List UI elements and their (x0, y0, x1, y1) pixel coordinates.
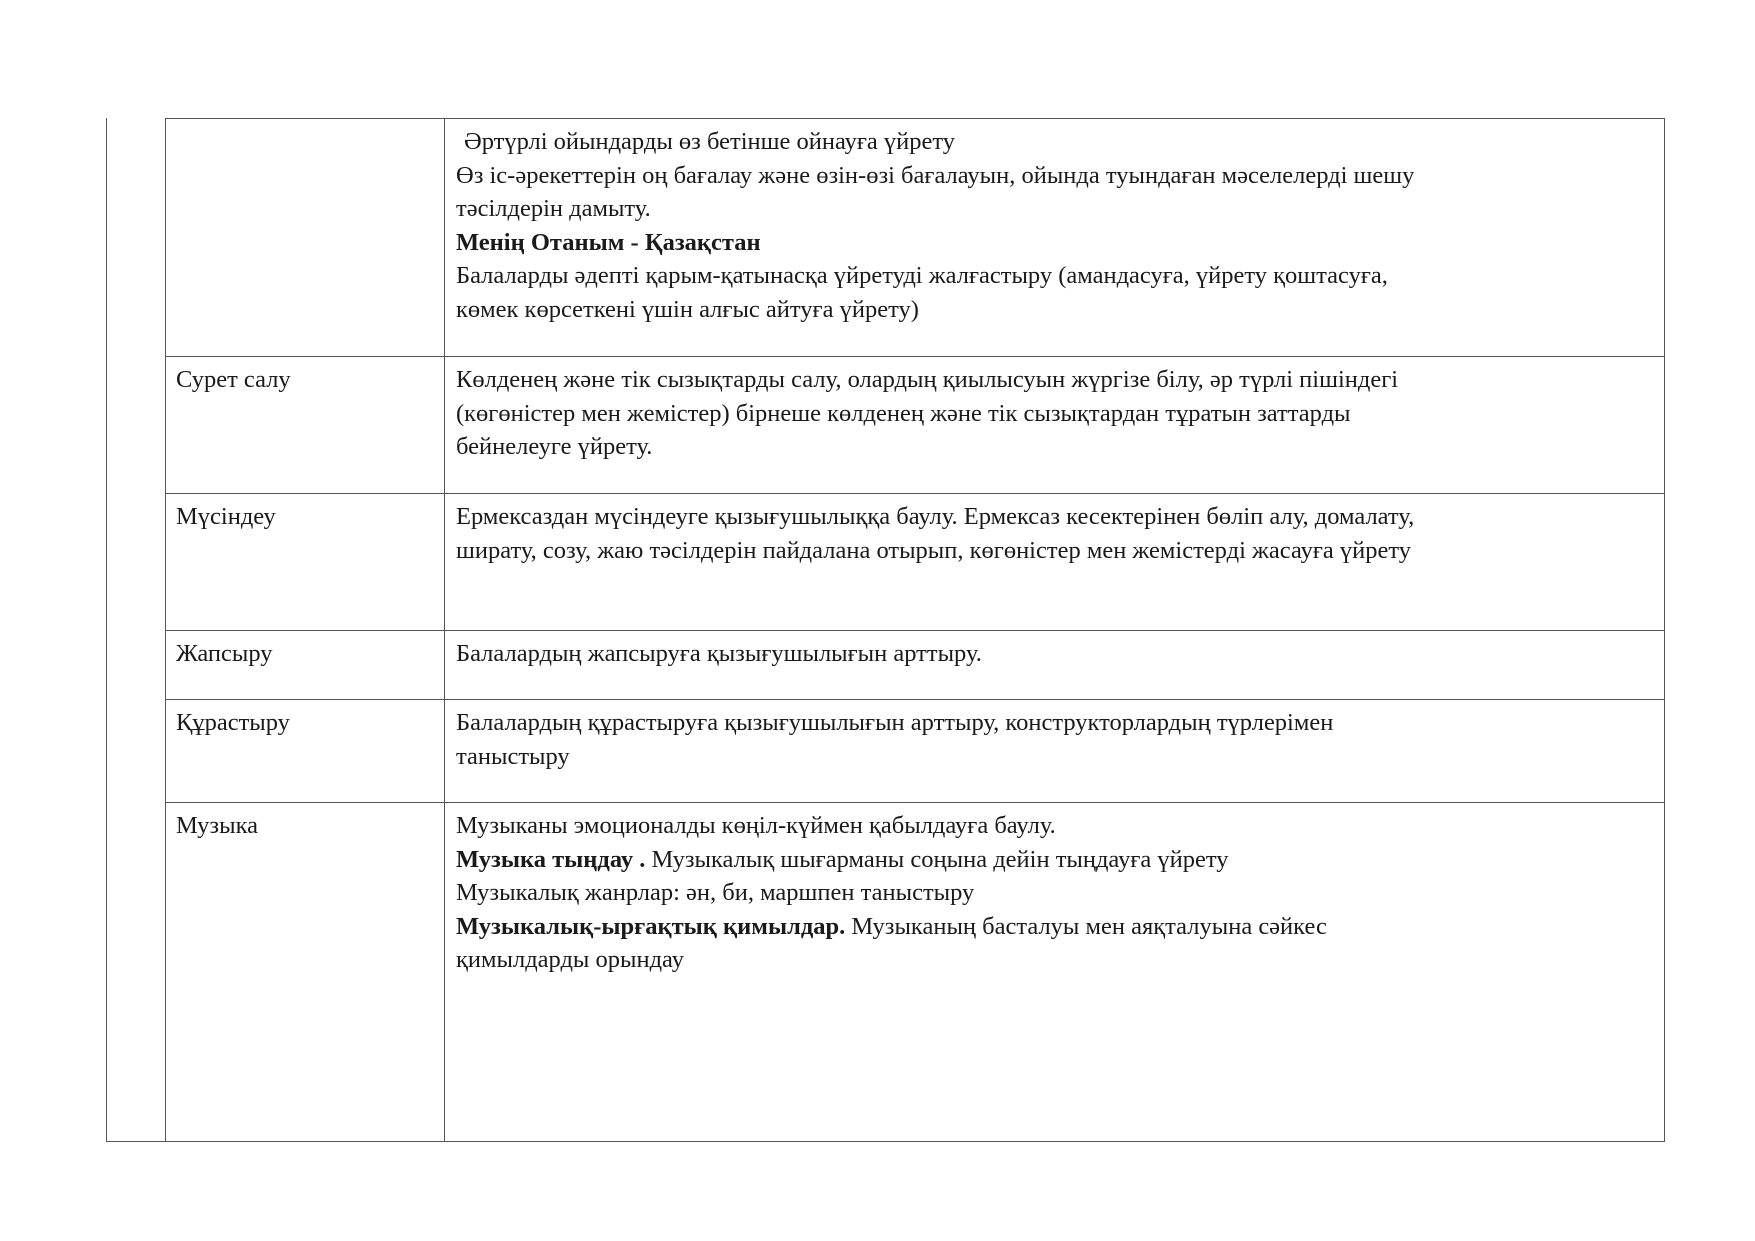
section-heading: Музыкалық-ырғақтық қимылдар. (456, 912, 846, 940)
content-line: Өз іс-әрекеттерін оң бағалау және өзін-өзі бағалауын, ойында туындаған мәселелерді шешу (456, 161, 1415, 189)
table-row (166, 119, 1665, 357)
content-cell (445, 631, 1665, 700)
subject-label: Сурет салу (176, 366, 291, 393)
content-line: Ермексаздан мүсіндеуге қызығушылыққа баулу. Ермексаз кесектерінен бөліп алу, домалату, (456, 503, 1415, 530)
subject-label: Мүсіндеу (176, 503, 276, 530)
subject-label: Жапсыру (176, 640, 273, 667)
content-line: Музыкалық жанрлар: ән, би, маршпен таныстыру (456, 879, 975, 906)
content-line: Көлденең және тік сызықтарды салу, олардың қиылысуын жүргізе білу, әр түрлі пішіндегі (456, 366, 1399, 393)
subject-cell (166, 357, 445, 494)
table-row (166, 700, 1665, 803)
table-row (166, 803, 1665, 1142)
section-heading: Музыка тыңдау . (456, 845, 646, 873)
content-line: (көгөністер мен жемістер) бірнеше көлденең және тік сызықтардан тұратын заттарды (456, 399, 1351, 427)
content-line: бейнелеуге үйрету. (456, 433, 653, 460)
subject-cell (166, 803, 445, 1142)
content-text: Музыкалық шығарманы соңына дейін тыңдауға үйрету (645, 845, 1229, 873)
content-text: Музыканың басталуы мен аяқталуына сәйкес (845, 912, 1327, 940)
content-line: Балалардың құрастыруға қызығушылығын арттыру, конструкторлардың түрлерімен (456, 709, 1334, 736)
content-line (456, 910, 1654, 944)
subject-cell (166, 631, 445, 700)
content-cell (445, 357, 1665, 494)
subject-label: Музыка (176, 812, 258, 839)
content-cell (445, 803, 1665, 1142)
content-cell (445, 700, 1665, 803)
content-line: Балалардың жапсыруға қызығушылығын арттыру. (456, 640, 982, 667)
content-line: тәсілдерін дамыту. (456, 195, 651, 222)
content-line: таныстыру (456, 742, 570, 770)
content-cell (445, 119, 1665, 357)
curriculum-table (165, 118, 1665, 1142)
content-line: Музыканы эмоционалды көңіл-күймен қабылдауға баулу. (456, 812, 1056, 839)
outer-table-bottom-border (106, 1141, 166, 1142)
subject-cell (166, 494, 445, 631)
subject-cell (166, 700, 445, 803)
table-row (166, 494, 1665, 631)
content-line: қимылдарды орындау (456, 946, 684, 973)
content-line: көмек көрсеткені үшін алғыс айтуға үйрету) (456, 295, 919, 323)
table-row (166, 357, 1665, 494)
subject-cell (166, 119, 445, 357)
content-line (456, 843, 1654, 877)
outer-table-left-border (106, 118, 107, 1142)
content-line: ширату, созу, жаю тәсілдерін пайдалана отырып, көгөністер мен жемістерді жасауға үйрету (456, 536, 1412, 564)
table-row (166, 631, 1665, 700)
content-line: Әртүрлі ойындарды өз бетінше ойнауға үйрету (464, 128, 955, 155)
subject-label: Құрастыру (176, 709, 290, 736)
content-line: Балаларды әдепті қарым-қатынасқа үйретуді жалғастыру (амандасуға, үйрету қоштасуға, (456, 262, 1388, 289)
content-cell (445, 494, 1665, 631)
section-heading: Менің Отаным - Қазақстан (456, 228, 761, 256)
